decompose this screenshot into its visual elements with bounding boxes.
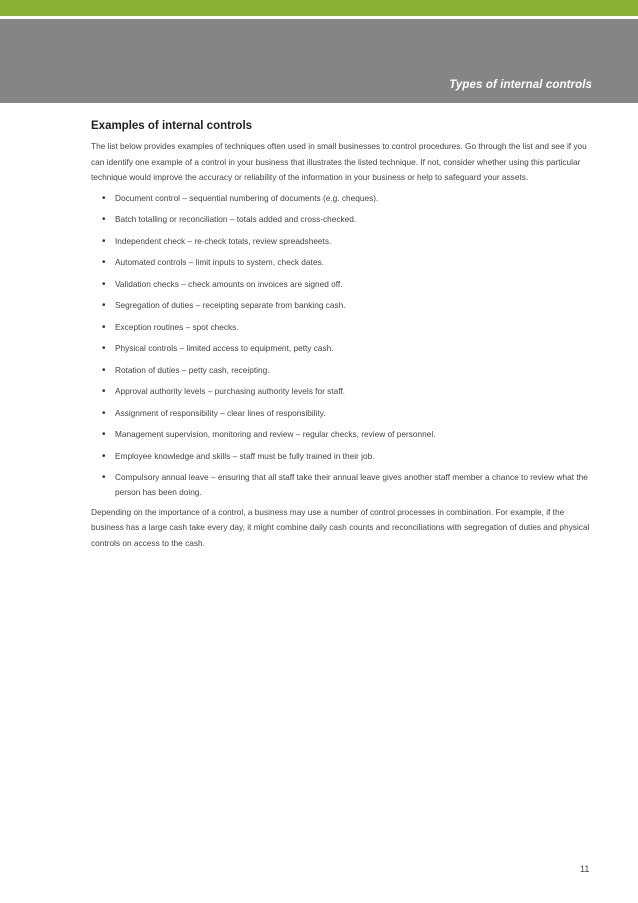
bullet-icon: • <box>102 407 106 419</box>
list-item-text: Segregation of duties – receipting separate from banking cash. <box>115 300 346 310</box>
list-item-text: Compulsory annual leave – ensuring that all staff take their annual leave gives another staff member a chance to review what the person has been doing. <box>115 472 588 497</box>
list-item-text: Assignment of responsibility – clear lines of responsibility. <box>115 407 326 418</box>
bullet-icon: • <box>102 192 106 204</box>
bullet-icon: • <box>102 450 106 462</box>
intro-paragraph: The list below provides examples of techniques often used in small businesses to control procedures. Go through the list and see if you can identify one example of a control in your business that illustrates the listed technique. If not, consider whether using this particular technique would improve the accuracy or reliability of the information in your business or help to safeguard your assets. <box>91 141 587 182</box>
bullet-icon: • <box>102 235 106 247</box>
list-item-text: Exception routines – spot checks. <box>115 321 239 332</box>
bullet-icon: • <box>102 386 106 397</box>
list-item <box>91 191 599 206</box>
closing-paragraph: Depending on the importance of a control, a business may use a number of control processes in combination. For example, if the business has a large cash take every day, it might combine daily cash counts and reconciliations with segregation of duties and physical controls on access to the cash. <box>91 506 590 548</box>
list-item <box>91 427 599 442</box>
list-item-text: Physical controls – limited access to equipment, petty cash. <box>115 343 334 353</box>
list-item-text: Document control – sequential numbering of documents (e.g. cheques). <box>115 192 379 203</box>
page-number: 11 <box>580 864 590 874</box>
header-title: Types of internal controls <box>449 79 592 91</box>
controls-list <box>91 191 599 501</box>
list-item <box>91 298 599 313</box>
list-item-text: Batch totalling or reconciliation – totals added and cross-checked. <box>115 214 357 224</box>
list-item <box>91 384 599 399</box>
list-item-text: Management supervision, monitoring and review – regular checks, review of personnel. <box>115 429 436 439</box>
bullet-icon: • <box>102 300 106 311</box>
section-heading: Examples of internal controls <box>91 120 253 132</box>
list-item <box>91 212 599 227</box>
bullet-icon: • <box>102 364 106 376</box>
bullet-icon: • <box>102 278 106 290</box>
bullet-icon: • <box>102 429 106 440</box>
top-accent-bar <box>0 0 638 16</box>
list-item-text: Validation checks – check amounts on invoices are signed off. <box>115 278 343 289</box>
bullet-icon: • <box>102 214 106 225</box>
bullet-icon: • <box>102 321 106 333</box>
list-item <box>91 341 599 356</box>
bullet-icon: • <box>102 472 106 483</box>
list-item <box>91 363 599 378</box>
bullet-icon: • <box>102 343 106 354</box>
main-content <box>91 120 599 551</box>
list-item <box>91 470 599 500</box>
bullet-icon: • <box>102 257 106 268</box>
list-item-text: Employee knowledge and skills – staff must be fully trained in their job. <box>115 450 375 461</box>
list-item-text: Approval authority levels – purchasing authority levels for staff. <box>115 386 345 396</box>
list-item-text: Rotation of duties – petty cash, receipting. <box>115 364 270 375</box>
list-item <box>91 406 599 421</box>
list-item-text: Automated controls – limit inputs to system, check dates. <box>115 257 324 267</box>
list-item <box>91 255 599 270</box>
list-item-text: Independent check – re-check totals, review spreadsheets. <box>115 235 332 246</box>
list-item <box>91 320 599 335</box>
list-item <box>91 277 599 292</box>
list-item <box>91 234 599 249</box>
list-item <box>91 449 599 464</box>
